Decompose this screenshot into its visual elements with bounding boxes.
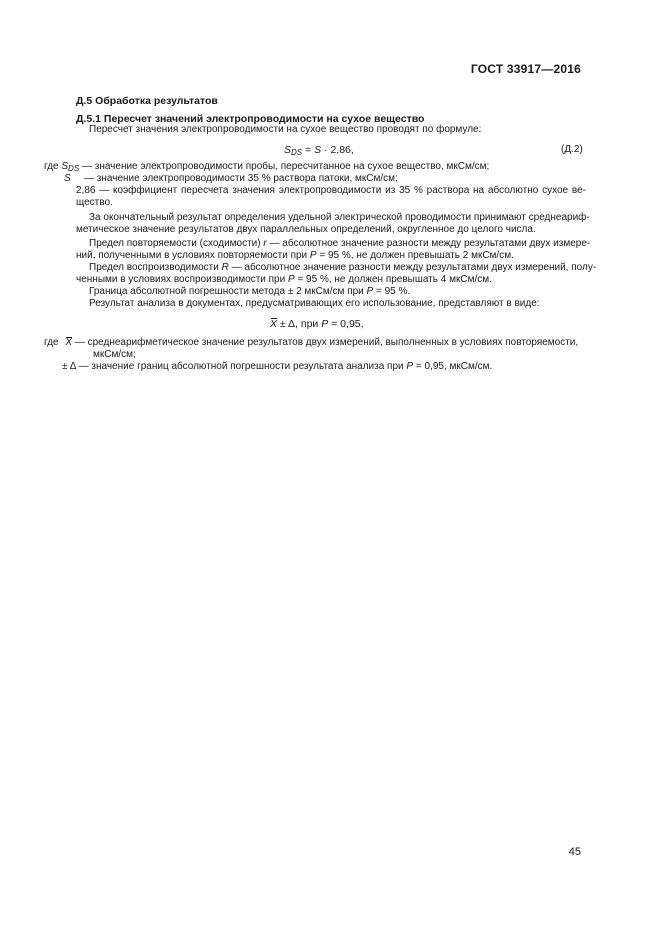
formula-xbar-symbol: X xyxy=(270,318,278,330)
reproducibility-line2 xyxy=(76,274,492,286)
where-row-s xyxy=(64,173,398,185)
where2-xbar-symbol: X xyxy=(65,337,73,348)
where-row-coef-line2: щество. xyxy=(76,197,113,208)
repeatability-symbol-r: r xyxy=(263,238,267,249)
where2-row-xbar xyxy=(44,337,578,349)
repeatability-line1 xyxy=(76,238,591,250)
intro-text: Пересчет значения электропроводимости на сухое вещество проводят по формуле: xyxy=(89,124,482,135)
section-title: Д.5 Обработка результатов xyxy=(76,95,218,107)
where2-delta-text-a: ± Δ — значение границ абсолютной погрешности результата анализа при xyxy=(62,361,407,372)
where-s-text: — значение электропроводимости 35 % раствора патоки, мкСм/см; xyxy=(84,173,398,184)
formula-lhs-subscript: DS xyxy=(291,148,303,157)
formula-number: (Д.2) xyxy=(561,144,583,155)
where2-xbar-text: — среднеарифметическое значение результатов двух измерений, выполненных в условиях повторяемости, xyxy=(72,337,579,348)
where-sds-text: — значение электропроводимости пробы, пересчитанное на сухое вещество, мкСм/см; xyxy=(79,161,490,172)
where-label: где xyxy=(44,161,62,172)
reproducibility-text-b: — абсолютное значение разности между результатами двух измерений, полу- xyxy=(228,262,597,273)
where-row-coef-line1: 2,86 — коэффициент пересчета значения электропроводимости из 35 % раствора на абсолютно сухое ве- xyxy=(76,185,586,196)
where-sds-subscript: DS xyxy=(68,164,80,173)
document-header: ГОСТ 33917—2016 xyxy=(470,62,581,76)
final-result-line1: За окончательный результат определения удельной электрической проводимости принимают среднеариф- xyxy=(89,212,590,223)
reproducibility-text-d: = 95 %, не должен превышать 4 мкСм/см. xyxy=(294,274,492,285)
repeatability-text-d: = 95 %, не должен превышать 2 мкСм/см. xyxy=(316,250,514,261)
reproducibility-line1 xyxy=(76,262,597,274)
formula-equals: = xyxy=(302,144,315,156)
where2-row-delta xyxy=(62,361,492,373)
result-formula xyxy=(270,318,364,330)
reproducibility-text-c: ченными в условиях воспроизводимости при xyxy=(76,274,288,285)
reproducibility-symbol-p: P xyxy=(287,274,295,285)
repeatability-text-a: Предел повторяемости (сходимости) xyxy=(89,238,264,249)
error-bound-symbol-p: P xyxy=(366,286,374,297)
formula-d2 xyxy=(284,144,354,159)
subsection-title: Д.5.1 Пересчет значений электропроводимости на сухое вещество xyxy=(76,113,425,125)
reproducibility-symbol-r: R xyxy=(221,262,229,273)
result-intro-line: Результат анализа в документах, предусматривающих его использование, представляют в виде: xyxy=(89,298,540,309)
error-bound-line xyxy=(89,286,410,298)
where2-label: где xyxy=(44,337,62,348)
error-bound-text-b: = 95 %. xyxy=(373,286,411,297)
error-bound-text-a: Граница абсолютной погрешности метода ± 2 мкСм/см при xyxy=(89,286,367,297)
formula-p-value: = 0,95, xyxy=(328,318,364,330)
where2-row-xbar-cont: мкСм/см; xyxy=(93,349,136,360)
where-sds-symbol: S xyxy=(61,161,69,172)
where-s-symbol: S xyxy=(64,173,71,184)
where2-delta-text-b: = 0,95, мкСм/см. xyxy=(413,361,493,372)
final-result-line2: метическое значение результатов двух параллельных определений, округленное до целого числа. xyxy=(76,224,536,235)
formula-lhs-symbol: S xyxy=(284,144,292,156)
repeatability-symbol-p: P xyxy=(309,250,317,261)
repeatability-text-c: ний, полученными в условиях повторяемости при xyxy=(76,250,310,261)
reproducibility-text-a: Предел воспроизводимости xyxy=(89,262,222,273)
formula-rest: · 2,86, xyxy=(321,144,354,156)
repeatability-text-b: — абсолютное значение разности между результатами двух измере- xyxy=(266,238,591,249)
repeatability-line2 xyxy=(76,250,514,262)
formula-pm-delta: ± Δ, при xyxy=(277,318,322,330)
page-number: 45 xyxy=(568,846,581,858)
where2-delta-symbol-p: P xyxy=(406,361,414,372)
formula-p-symbol: P xyxy=(321,318,329,330)
formula-s-symbol: S xyxy=(314,144,322,156)
